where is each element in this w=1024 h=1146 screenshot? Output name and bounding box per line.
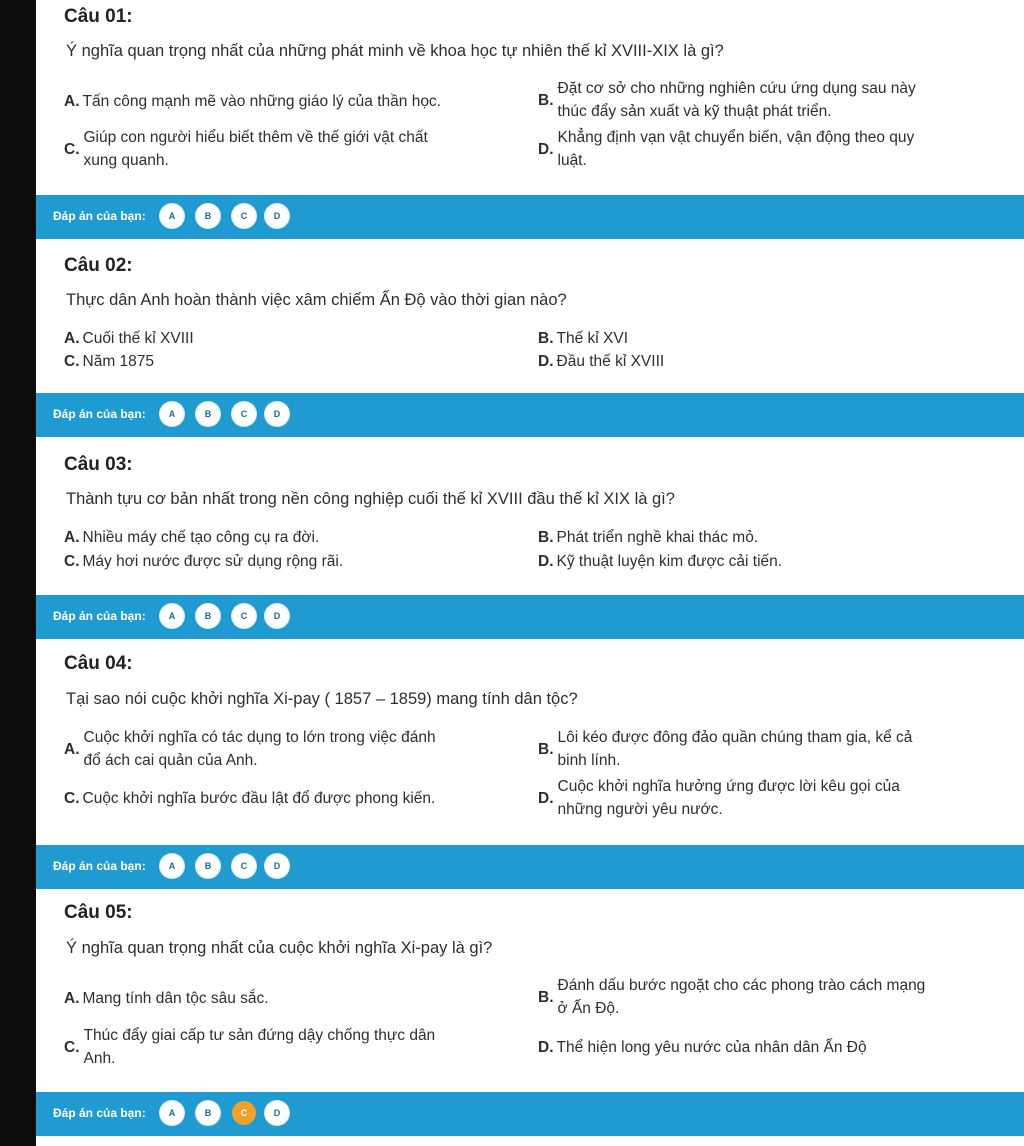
question-2-answer-bar (36, 393, 1024, 437)
option-text-line: thúc đẩy sản xuất và kỹ thuật phát triển. (557, 103, 832, 120)
answer-choice-b[interactable]: B (196, 204, 220, 228)
question-4-text: Tại sao nói cuộc khởi nghĩa Xi-pay ( 1857 – 1859) mang tính dân tộc? (66, 690, 578, 708)
answer-choice-a[interactable]: A (160, 402, 184, 426)
answer-choice-b[interactable]: B (196, 854, 220, 878)
option-text: Đầu thế kỉ XVIII (556, 353, 665, 370)
option-letter: B. (538, 91, 554, 109)
option-letter: C. (64, 353, 80, 370)
question-2-option-a (64, 327, 194, 350)
question-3-title: Câu 03: (64, 454, 133, 475)
option-text: Thế kỉ XVI (556, 330, 628, 347)
answer-choice-c[interactable]: C (232, 402, 256, 426)
answer-choice-d[interactable]: D (265, 402, 289, 426)
option-text-line: Thúc đẩy giai cấp tư sản đứng dậy chống thực dân (83, 1027, 436, 1044)
answer-choice-b[interactable]: B (196, 604, 220, 628)
option-text-line: binh lính. (557, 752, 621, 769)
option-letter: B. (538, 740, 554, 758)
option-letter: A. (64, 93, 80, 110)
question-5-option-d (538, 1036, 867, 1059)
option-text-line: Cuộc khởi nghĩa hưởng ứng được lời kêu gọi của (557, 778, 900, 795)
question-2-title: Câu 02: (64, 255, 133, 276)
option-text: Kỹ thuật luyện kim được cải tiến. (556, 553, 783, 570)
question-5-title: Câu 05: (64, 902, 133, 923)
question-2-option-b (538, 327, 628, 350)
question-3-option-d (538, 550, 782, 573)
option-text-line: Giúp con người hiểu biết thêm về thế giới vật chất (83, 129, 428, 146)
option-text-line: đổ ách cai quản của Anh. (83, 752, 258, 769)
question-1-text: Ý nghĩa quan trọng nhất của những phát minh về khoa học tự nhiên thế kỉ XVIII-XIX là gì? (66, 42, 724, 60)
answer-choice-a[interactable]: A (160, 604, 184, 628)
option-letter: A. (64, 529, 80, 546)
question-5-option-b (538, 974, 925, 1020)
answer-label: Đáp án của bạn: (53, 1106, 146, 1120)
answer-choice-c[interactable]: C (232, 854, 256, 878)
option-letter: C. (64, 790, 80, 807)
answer-label: Đáp án của bạn: (53, 859, 146, 873)
option-letter: D. (538, 789, 554, 807)
question-1-title: Câu 01: (64, 6, 133, 27)
option-text-line: Anh. (83, 1050, 116, 1067)
answer-label: Đáp án của bạn: (53, 407, 146, 421)
option-letter: B. (538, 330, 554, 347)
question-1-option-d (538, 126, 914, 172)
question-2-option-c (64, 350, 154, 373)
option-text-line: Khẳng định vạn vật chuyển biến, vận động theo quy (557, 129, 915, 146)
answer-choice-c[interactable]: C (232, 604, 256, 628)
question-3-text: Thành tựu cơ bản nhất trong nền công nghiệp cuối thế kỉ XVIII đầu thế kỉ XIX là gì? (66, 490, 675, 508)
question-4-option-b (538, 726, 912, 772)
answer-choice-d[interactable]: D (265, 854, 289, 878)
option-text: Mang tính dân tộc sâu sắc. (82, 990, 269, 1007)
question-5-option-c (64, 1024, 435, 1070)
question-3-option-b (538, 526, 758, 549)
answer-choice-a[interactable]: A (160, 1101, 184, 1125)
option-text: Thể hiện long yêu nước của nhân dân Ấn Độ (556, 1039, 867, 1056)
question-2-option-d (538, 350, 664, 373)
question-1-option-c (64, 126, 428, 172)
option-letter: C. (64, 553, 80, 570)
answer-choice-d[interactable]: D (265, 1101, 289, 1125)
question-4-answer-bar (36, 845, 1024, 889)
option-text-line: Lôi kéo được đông đảo quần chúng tham gia, kể cả (557, 729, 913, 746)
question-2-text: Thực dân Anh hoàn thành việc xâm chiếm Ấn Độ vào thời gian nào? (66, 291, 567, 309)
option-letter: D. (538, 1039, 554, 1056)
answer-choice-b[interactable]: B (196, 402, 220, 426)
option-letter: D. (538, 140, 554, 158)
option-letter: B. (538, 529, 554, 546)
question-3-answer-bar (36, 595, 1024, 639)
option-text-line: luật. (557, 152, 587, 169)
option-text: Phát triển nghề khai thác mỏ. (556, 529, 759, 546)
question-3-option-a (64, 526, 319, 549)
option-text: Máy hơi nước được sử dụng rộng rãi. (82, 553, 344, 570)
answer-choice-b[interactable]: B (196, 1101, 220, 1125)
option-text-line: những người yêu nước. (557, 801, 723, 818)
option-text-line: Đánh dấu bước ngoặt cho các phong trào cách mạng (557, 977, 926, 994)
question-1-option-b (538, 77, 916, 123)
answer-choice-a[interactable]: A (160, 854, 184, 878)
option-letter: C. (64, 1038, 80, 1056)
option-letter: A. (64, 330, 80, 347)
option-text: Cuộc khởi nghĩa bước đầu lật đổ được phong kiến. (82, 790, 436, 807)
option-letter: D. (538, 353, 554, 370)
answer-choice-c[interactable]: C (232, 1101, 256, 1125)
option-text: Nhiều máy chế tạo công cụ ra đời. (82, 529, 320, 546)
question-5-option-a (64, 987, 269, 1010)
question-1-answer-bar (36, 195, 1024, 239)
option-letter: D. (538, 553, 554, 570)
option-text: Năm 1875 (82, 353, 155, 370)
answer-choice-d[interactable]: D (265, 204, 289, 228)
option-text: Tấn công mạnh mẽ vào những giáo lý của thần học. (82, 93, 441, 110)
answer-choice-c[interactable]: C (232, 204, 256, 228)
question-4-option-d (538, 775, 900, 821)
option-letter: C. (64, 140, 80, 158)
option-text-line: xung quanh. (83, 152, 169, 169)
question-1-option-a (64, 90, 441, 113)
question-4-option-a (64, 726, 436, 772)
option-letter: A. (64, 740, 80, 758)
question-4-option-c (64, 787, 435, 810)
question-5-answer-bar (36, 1092, 1024, 1136)
option-text-line: Đặt cơ sở cho những nghiên cứu ứng dụng sau này (557, 80, 916, 97)
question-4-title: Câu 04: (64, 653, 133, 674)
option-letter: A. (64, 990, 80, 1007)
question-3-option-c (64, 550, 343, 573)
option-text: Cuối thế kỉ XVIII (82, 330, 194, 347)
answer-choice-a[interactable]: A (160, 204, 184, 228)
question-5-text: Ý nghĩa quan trọng nhất của cuộc khởi nghĩa Xi-pay là gì? (66, 939, 493, 957)
option-letter: B. (538, 988, 554, 1006)
option-text-line: Cuộc khởi nghĩa có tác dụng to lớn trong việc đánh (83, 729, 436, 746)
option-text-line: ở Ấn Độ. (557, 1000, 620, 1017)
answer-label: Đáp án của bạn: (53, 609, 146, 623)
answer-choice-d[interactable]: D (265, 604, 289, 628)
answer-label: Đáp án của bạn: (53, 209, 146, 223)
